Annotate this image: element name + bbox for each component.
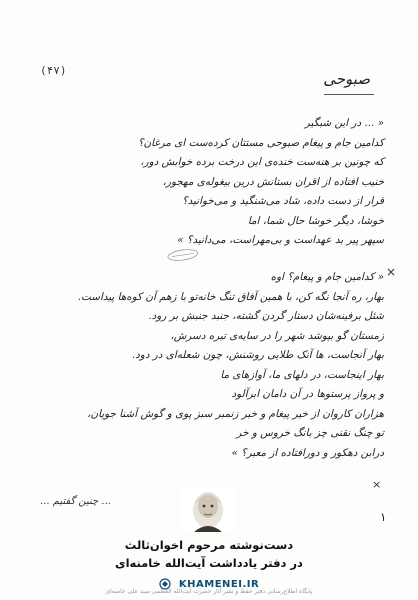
corner-number: ۱ — [380, 510, 387, 524]
site-description: پایگاه اطلاع‌رسانی دفتر حفظ و نشر آثار حضرت آیت‌الله العظمی سید علی خامنه‌ای — [105, 588, 313, 595]
margin-cross-mark: × — [385, 265, 396, 279]
caption-line-one: دست‌نوشته مرحوم اخوان‌ثالث — [124, 538, 294, 552]
poem-line: که چونین بر هنه‌ست خنده‌ی این درخت برده خوابش دور، — [140, 156, 384, 168]
poem-line: درابن دهکور و دورافتاده از معبر؟ » — [231, 446, 384, 459]
poem-line: بهار آنجاست، ها آنک طلایی روشنش، چون شعله‌ای در دود. — [131, 349, 384, 361]
poem-line: سپهر پیر بد عهداست و بی‌مهراست، می‌دانید؟ » — [177, 234, 384, 246]
poem-line: بهار، ره آنجا نگه کن، با همین آفاق تنگ خانه‌تو با زهم آن کوه‌ها پیداست. — [77, 290, 384, 303]
poem-line: خوشا، دیگر خوشا حال شما، اما — [247, 214, 384, 227]
poem-line: هزاران کاروان از خیر پیغام و خبر زنمبر سبز پوی و گوش آشنا جویان، — [87, 407, 384, 420]
logo-text: KHAMENEI.IR — [178, 579, 260, 590]
poem-line: و پرواز پرستوها در آن دامان ابرآلود — [231, 388, 384, 400]
author-portrait — [180, 488, 236, 532]
ink-stamp — [165, 246, 201, 268]
poem-title: صبوحی — [323, 70, 370, 88]
stanza-two — [30, 268, 384, 463]
page-number: (۴۷) — [40, 64, 67, 77]
cross-mark: × — [372, 478, 382, 491]
poem-line: کدامین جام و پیغام صبوحی مستتان کرده‌ست ای مرغان؟ — [137, 136, 384, 149]
poem-line: زمستان گو بپوشد شهر را در سایه‌ی تیره دسرش، — [170, 329, 384, 342]
poem-line: تو چنگ نقنی چز بانگ خروس و خر — [236, 427, 384, 439]
poem-line: خنیب افتاده از اقران بستانش درین بیغوله‌ی مهجور، — [162, 175, 384, 188]
portrait-icon — [180, 488, 236, 532]
poem-line: بهار اینجاست، در دلهای ما، آوازهای ما — [220, 368, 384, 381]
signature-note: ... چنین گفتیم ... — [40, 496, 111, 507]
caption-line-two: در دفتر یادداشت آیت‌الله خامنه‌ای — [115, 556, 303, 570]
title-underline — [324, 94, 374, 95]
poem-line: قرار از دست داده، شاد می‌شنگید و می‌خوانید؟ — [182, 195, 384, 207]
poem-line: « ... در این شبگیر — [304, 117, 384, 129]
poem-line: شئل برفینه‌شان دستار گردن گشته، جنبد جنبش بر رود. — [148, 310, 384, 322]
poem-line: « کدامین جام و پیغام؟ اوه — [270, 271, 384, 283]
stanza-one — [30, 114, 384, 251]
